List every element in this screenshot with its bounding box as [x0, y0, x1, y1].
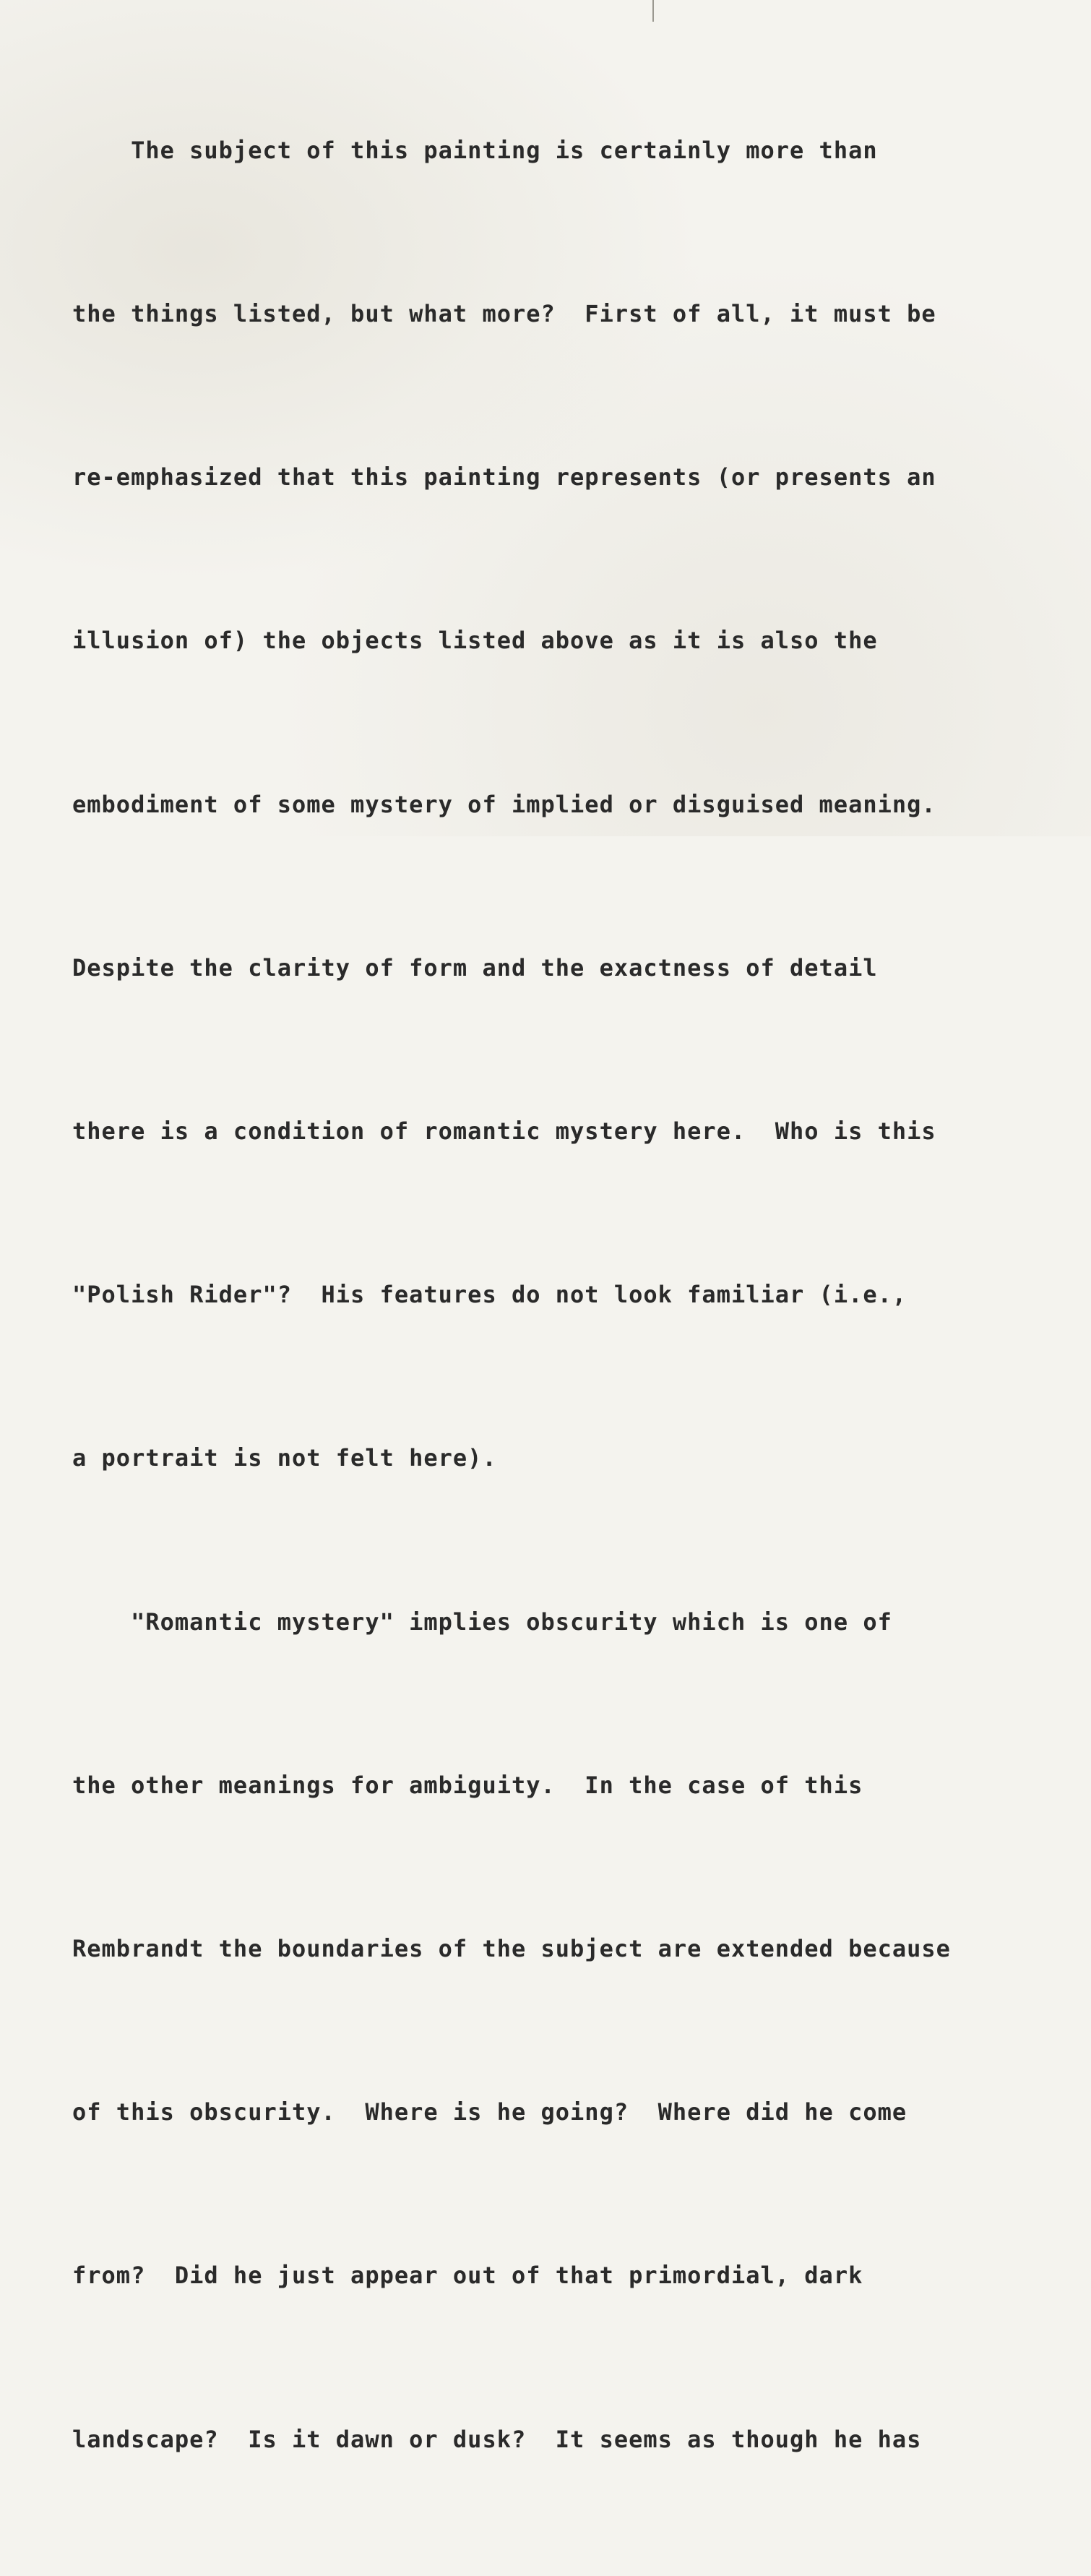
- text-line: there is a condition of romantic mystery here. Who is this: [72, 1117, 936, 1146]
- text-line: Rembrandt the boundaries of the subject are extended because: [72, 1935, 951, 1963]
- text-line: of this obscurity. Where is he going? Where did he come: [72, 2098, 907, 2126]
- text-line: the other meanings for ambiguity. In the case of this: [72, 1771, 863, 1799]
- typewritten-text: [72, 14, 1077, 2576]
- text-line: the things listed, but what more? First of all, it must be: [72, 300, 936, 328]
- text-line: a portrait is not felt here).: [72, 1444, 497, 1472]
- text-line: The subject of this painting is certainly more than: [72, 136, 878, 164]
- text-line: "Polish Rider"? His features do not look familiar (i.e.,: [72, 1281, 907, 1309]
- text-line: "Romantic mystery" implies obscurity which is one of: [72, 1607, 892, 1636]
- text-line: re-emphasized that this painting represents (or presents an: [72, 463, 936, 491]
- text-line: from? Did he just appear out of that primordial, dark: [72, 2262, 863, 2290]
- text-line: illusion of) the objects listed above as it is also the: [72, 627, 878, 655]
- text-line: Despite the clarity of form and the exactness of detail: [72, 953, 878, 982]
- text-line: landscape? Is it dawn or dusk? It seems as though he has: [72, 2425, 922, 2453]
- text-line: embodiment of some mystery of implied or disguised meaning.: [72, 790, 936, 818]
